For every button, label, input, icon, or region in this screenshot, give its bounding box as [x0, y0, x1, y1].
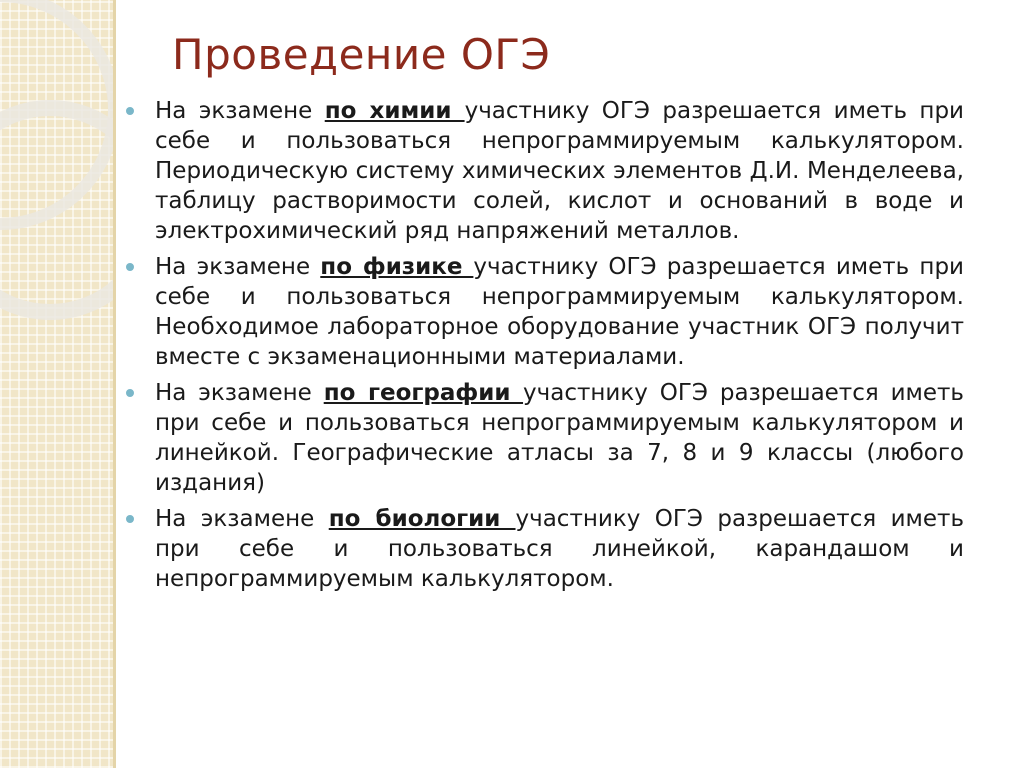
bullet-item-biology	[124, 504, 964, 594]
subject-label: по физике	[320, 254, 474, 280]
bullet-dot-icon	[126, 515, 134, 523]
bullet-item-geography	[124, 378, 964, 498]
bullet-text-before: На экзамене	[155, 98, 325, 124]
subject-label: по географии	[323, 380, 524, 406]
bullet-text-after: участнику ОГЭ разрешается иметь при себе и пользоваться непрограммируемым калькулятором и линейкой. Географические атласы за 7, 8 и 9 классы (любого издания)	[155, 380, 964, 496]
decorative-ring	[0, 100, 114, 320]
subject-label: по биологии	[328, 506, 516, 532]
bullet-item-physics	[124, 252, 964, 372]
slide-title: Проведение ОГЭ	[172, 30, 551, 79]
decorative-side-band	[0, 0, 114, 768]
side-band-edge	[113, 0, 116, 768]
bullet-text-before: На экзамене	[155, 254, 321, 280]
bullet-text-before: На экзамене	[155, 380, 324, 406]
bullet-text-after: участнику ОГЭ разрешается иметь при себе и пользоваться непрограммируемым калькулятором. Необходимое лабораторное оборудование участник ОГЭ получит вместе с экзаменационными материалами.	[155, 254, 964, 370]
bullet-text-before: На экзамене	[155, 506, 329, 532]
bullet-dot-icon	[126, 107, 134, 115]
bullet-dot-icon	[126, 263, 134, 271]
bullet-text-after: участнику ОГЭ разрешается иметь при себе и пользоваться непрограммируемым калькулятором. Периодическую систему химических элементов Д.И. Менделеева, таблицу растворимости солей, кислот и оснований в воде и электрохимический ряд напряжений металлов.	[155, 98, 964, 244]
bullet-dot-icon	[126, 389, 134, 397]
bullet-list	[124, 96, 964, 600]
subject-label: по химии	[324, 98, 465, 124]
bullet-item-chemistry	[124, 96, 964, 246]
bullet-text-after: участнику ОГЭ разрешается иметь при себе и пользоваться линейкой, карандашом и непрограммируемым калькулятором.	[155, 506, 964, 592]
